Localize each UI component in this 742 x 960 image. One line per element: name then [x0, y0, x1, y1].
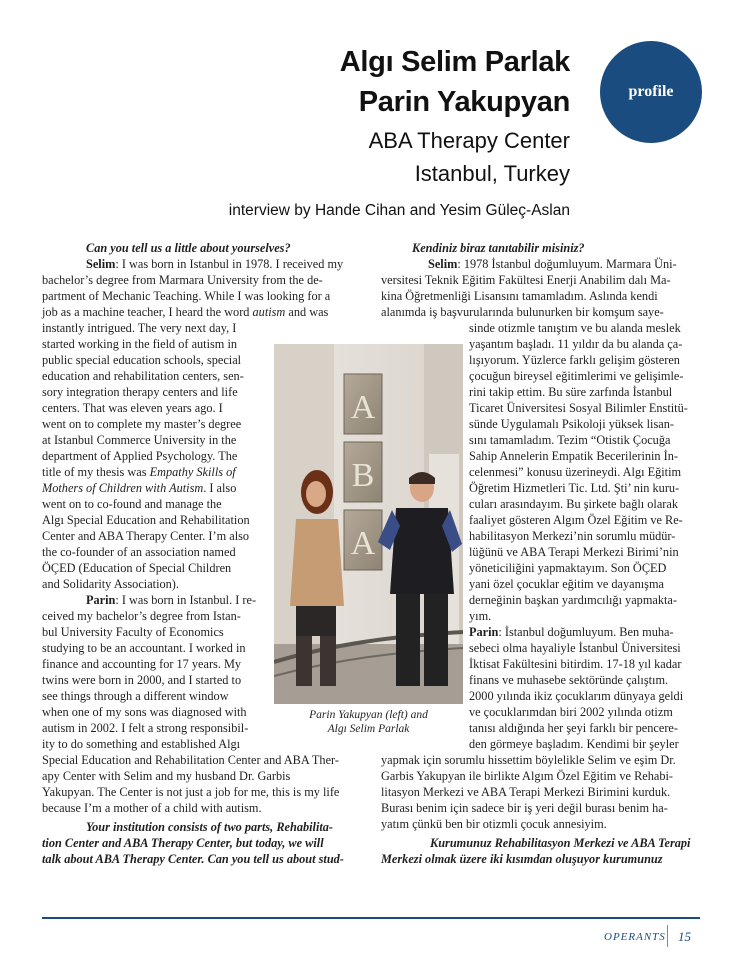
paragraph-line: yaşantım başladı. 11 yıldır da bu alanda ça-	[469, 337, 683, 351]
paragraph-line: instantly intrigued. The very next day, I	[42, 321, 237, 335]
footer-separator	[667, 925, 668, 947]
paragraph-line: went on to co-found and manage the	[42, 497, 222, 511]
paragraph-line: and Solidarity Association).	[42, 577, 179, 591]
question-2-cont: talk about ABA Therapy Center. Can you tell us about stud-	[42, 852, 344, 866]
paragraph-line: Parin: I was born in Istanbul. I re-	[86, 593, 257, 607]
paragraph-line: centers. That was eleven years ago. I	[42, 401, 223, 415]
paragraph-line: because I’m a mother of a child with autism.	[42, 801, 262, 815]
paragraph-line: started working in the field of autism in	[42, 337, 238, 351]
paragraph-line: Mothers of Children with Autism. I also	[42, 481, 237, 495]
paragraph-line: sebeci olma hayaliyle İstanbul Üniversitesi	[469, 641, 681, 655]
paragraph-line: Selim: 1978 İstanbul doğumluyum. Marmara Üni-	[428, 257, 677, 271]
paragraph-line: sory integration therapy centers and life	[42, 385, 238, 399]
paragraph-line: İktisat Fakültesini bitirdim. 17-18 yıl kadar	[469, 657, 682, 671]
photo-caption-line1: Parin Yakupyan (left) and	[309, 709, 428, 721]
paragraph-line: yatım çünkü ben bir otizmli çocuk annesiyim.	[381, 817, 607, 831]
paragraph-line: Ticaret Üniversitesi Sosyal Bilimler Enstitü-	[469, 401, 688, 415]
question-1: Can you tell us a little about yourselves?	[86, 241, 291, 255]
profile-badge-label: profile	[628, 83, 674, 100]
paragraph-line: at Istanbul Commerce University in the	[42, 433, 237, 447]
paragraph-line: Center and ABA Therapy Center. I’m also	[42, 529, 250, 543]
wall-letter: B	[351, 457, 375, 494]
paragraph-line: department of Applied Psychology. The	[42, 449, 238, 463]
paragraph-line: Parin: İstanbul doğumluyum. Ben muha-	[469, 625, 674, 639]
paragraph-line: twins were born in 2000, and I started to	[42, 673, 242, 687]
paragraph-line: Sahip Annelerin Empatik Becerilerinin İn-	[469, 449, 678, 463]
paragraph-line: bachelor’s degree from Marmara University from the de-	[42, 273, 323, 287]
photo-illustration	[274, 344, 463, 704]
paragraph-line: see things through a different window	[42, 689, 229, 703]
question-2-cont: tion Center and ABA Therapy Center, but today, we will	[42, 836, 324, 850]
paragraph-line: ceived my bachelor’s degree from Istan-	[42, 609, 241, 623]
paragraph-line: cuları arasındayım. Bu şirkete bağlı olarak	[469, 497, 678, 511]
paragraph-line: sinde otizmle tanıştım ve bu alanda meslek	[469, 321, 681, 335]
paragraph-line: sını tamamladım. Tezim “Otistik Çocuğa	[469, 433, 671, 447]
paragraph-line: title of my thesis was Empathy Skills of	[42, 465, 236, 479]
paragraph-line: den görmeye başladım. Kendimi bir şeyler	[469, 737, 679, 751]
paragraph-line: tanısı aldığında her şeyi farklı bir pencere-	[469, 721, 678, 735]
speaker-parin-tr: Parin	[469, 625, 499, 639]
paragraph-line: kina Öğretmenliği Lisansını tamamladım. Aslında kendi	[381, 289, 658, 303]
soru-1: Kendiniz biraz tanıtabilir misiniz?	[412, 241, 585, 255]
paragraph-line: lüğünü ve ABA Terapi Merkezi Birimi’nin	[469, 545, 679, 559]
paragraph-line: versitesi Teknik Eğitim Fakültesi Enerji Anabilim dalı Ma-	[381, 273, 671, 287]
magazine-name: OPERANTS	[604, 931, 666, 943]
paragraph-line: ÖÇED (Education of Special Children	[42, 561, 232, 575]
interviewee-name-1: Algı Selim Parlak	[339, 46, 570, 78]
paragraph-line: yım.	[469, 609, 492, 623]
soru-2-cont: Merkezi olmak üzere iki kısımdan oluşuyor kurumunuz	[381, 852, 663, 866]
speaker-selim-tr: Selim	[428, 257, 458, 271]
paragraph-line: autism in 2002. I felt a strong responsibil-	[42, 721, 249, 735]
footer-rule	[42, 917, 700, 919]
interviewee-name-2: Parin Yakupyan	[358, 86, 570, 118]
paragraph-line: Yakupyan. The Center is not just a job for me, this is my life	[42, 785, 340, 799]
paragraph-line: partment of Mechanic Teaching. While I was looking for a	[42, 289, 331, 303]
paragraph-line: alanımda iş başvurularında bulunurken bir komşum saye-	[381, 305, 664, 319]
paragraph-line: celenmesi” konusu üzerineydi. Algı Eğitim	[469, 465, 682, 479]
question-2: Your institution consists of two parts, Rehabilita-	[86, 820, 334, 834]
soru-2: Kurumunuz Rehabilitasyon Merkezi ve ABA Terapi	[430, 836, 691, 850]
location: Istanbul, Turkey	[414, 161, 570, 186]
interview-photo	[274, 344, 463, 704]
paragraph-line: Garbis Yakupyan ile birlikte Algım Özel Eğitim ve Rehabi-	[381, 769, 674, 783]
profile-badge	[600, 41, 702, 143]
paragraph-line: ve çocuklarımdan biri 2002 yılında otizm	[469, 705, 673, 719]
paragraph-line: litasyon Merkezi ve ABA Terapi Merkezi Birimini kurduk.	[381, 785, 671, 799]
paragraph-line: finance and accounting for 17 years. My	[42, 657, 242, 671]
paragraph-line: when one of my sons was diagnosed with	[42, 705, 247, 719]
paragraph-line: Selim: I was born in Istanbul in 1978. I received my	[86, 257, 344, 271]
paragraph-line: the co-founder of an association named	[42, 545, 236, 559]
paragraph-line: ity to do something and established Algı	[42, 737, 241, 751]
paragraph-line: Special Education and Rehabilitation Center and ABA Ther-	[42, 753, 339, 767]
paragraph-line: rini takip ettim. Bu süre zarfında İstanbul	[469, 385, 673, 399]
wall-letter: A	[350, 525, 376, 562]
paragraph-line: studying to be an accountant. I worked in	[42, 641, 246, 655]
speaker-selim: Selim	[86, 257, 116, 271]
wall-letter: A	[350, 389, 376, 426]
paragraph-line: job as a machine teacher, I heard the word autism and was	[42, 305, 329, 319]
speaker-parin: Parin	[86, 593, 116, 607]
paragraph-line: faaliyet gösteren Algım Özel Eğitim ve Re-	[469, 513, 683, 527]
paragraph-line: public special education schools, special	[42, 353, 242, 367]
paragraph-line: lışıyorum. Yüzlerce farklı gelişim gösteren	[469, 353, 680, 367]
paragraph-line: Algı Special Education and Rehabilitation	[42, 513, 250, 527]
paragraph-line: sünde Uygulamalı Psikoloji yüksek lisan-	[469, 417, 674, 431]
paragraph-line: education and rehabilitation centers, sen-	[42, 369, 244, 383]
paragraph-line: apy Center with Selim and my husband Dr. Garbis	[42, 769, 291, 783]
paragraph-line: habilitasyon Merkezi’nin sorumlu müdür-	[469, 529, 676, 543]
page-number: 15	[678, 929, 691, 944]
paragraph-line: çocuğun bireysel eğitimlerimi ve gelişimle-	[469, 369, 684, 383]
center-name: ABA Therapy Center	[368, 128, 570, 153]
photo-caption-line2: Algı Selim Parlak	[327, 723, 410, 735]
paragraph-line: derneğinin başkan yardımcılığı yapmakta-	[469, 593, 677, 607]
paragraph-line: yani özel çocuklar eğitim ve dayanışma	[469, 577, 664, 591]
paragraph-line: Öğretim Hizmetleri Tic. Ltd. Şti’ nin kuru-	[469, 481, 680, 495]
paragraph-line: 2000 yılında ikiz çocuklarım dünyaya geldi	[469, 689, 684, 703]
byline: interview by Hande Cihan and Yesim Güleç-Aslan	[228, 202, 570, 219]
paragraph-line: yöneticiliğini yapmaktayım. Son ÖÇED	[469, 561, 667, 575]
paragraph-line: finans ve muhasebe sektöründe çalıştım.	[469, 673, 669, 687]
paragraph-line: yapmak için sorumlu hissettim böylelikle Selim ve eşim Dr.	[381, 753, 676, 767]
paragraph-line: bul University Faculty of Economics	[42, 625, 224, 639]
paragraph-line: went on to complete my master’s degree	[42, 417, 242, 431]
paragraph-line: Burası benim için sadece bir iş yeri değil burası benim ha-	[381, 801, 668, 815]
